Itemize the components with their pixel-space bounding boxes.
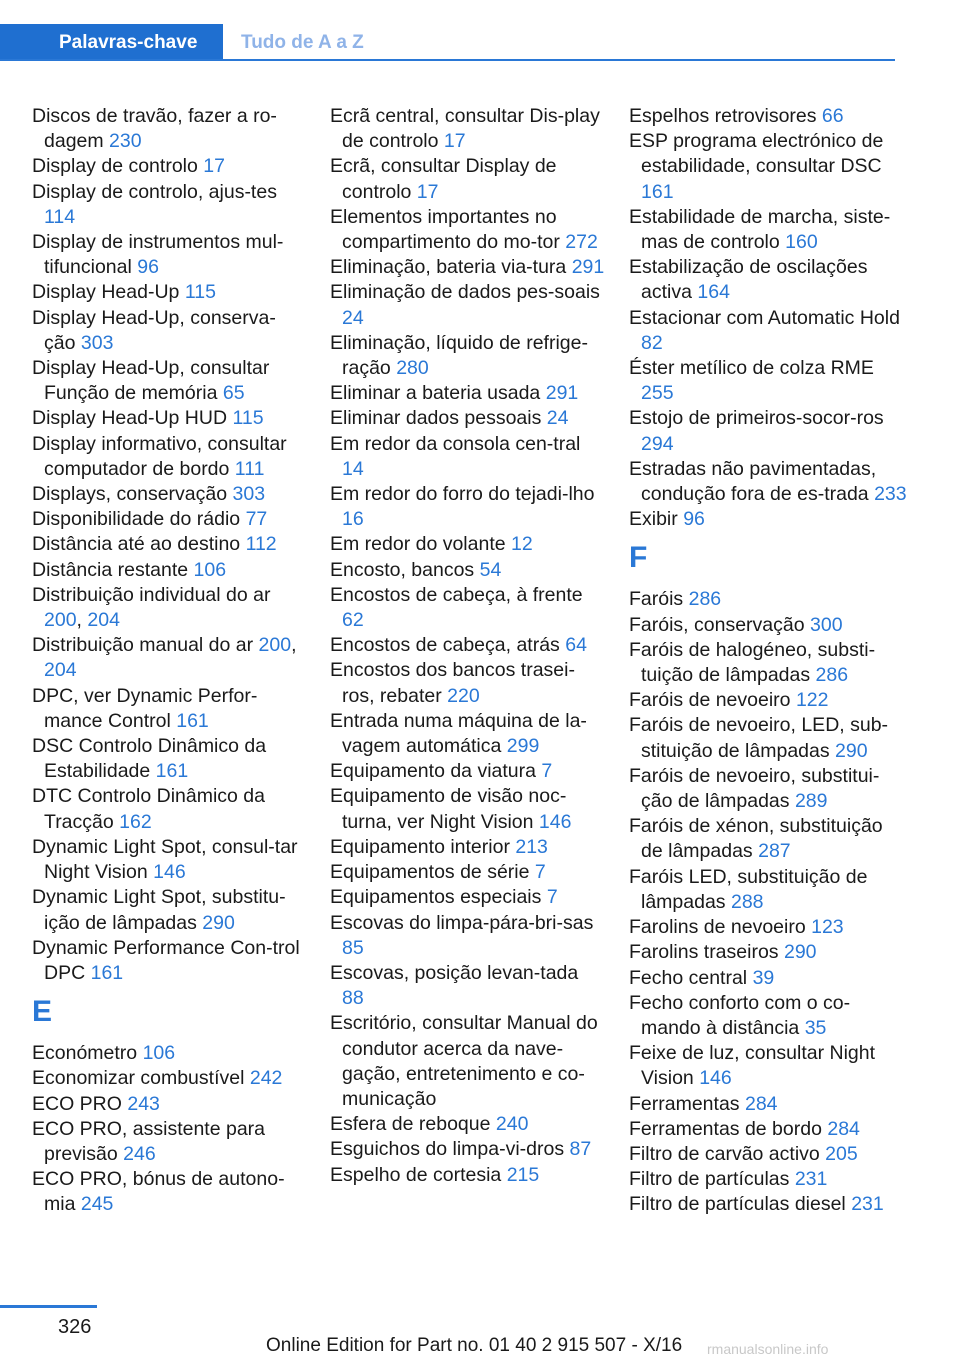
page-reference-link[interactable]: 161 [155, 760, 189, 783]
page-reference-link[interactable]: 213 [515, 835, 548, 858]
tab-palavras-chave[interactable]: Palavras-chave [0, 24, 223, 61]
page-reference-link[interactable]: 82 [641, 331, 663, 354]
index-entry-text: Faróis [629, 588, 684, 611]
index-entry [330, 1112, 605, 1137]
index-entry [330, 482, 605, 532]
page-reference-link[interactable]: 7 [541, 760, 553, 783]
index-entry [629, 865, 909, 915]
index-entry [330, 406, 605, 431]
page-reference-link[interactable]: 299 [506, 735, 540, 758]
page-reference-link[interactable]: 85 [342, 936, 364, 959]
index-entry [32, 154, 302, 179]
index-entry-text: Escovas do limpa-pára-bri-sas [330, 911, 594, 934]
footer-rule [0, 1305, 97, 1308]
index-entry [32, 1167, 302, 1217]
page-reference-link[interactable]: 77 [245, 508, 268, 531]
page-reference-link[interactable]: 88 [342, 987, 364, 1010]
page-reference-link[interactable]: 284 [744, 1092, 778, 1115]
index-entry-text: Ecrã, consultar Display de controlo [330, 155, 557, 203]
section-letter: E [32, 995, 53, 1029]
index-entry [629, 507, 909, 532]
index-entry [330, 255, 605, 280]
index-entry [330, 558, 605, 583]
page-reference-link[interactable]: 287 [758, 840, 791, 863]
index-entry-text: Distribuição individual do ar [32, 583, 271, 606]
page-reference-link[interactable]: 12 [511, 533, 533, 556]
index-entry-text: Filtro de partículas [629, 1168, 790, 1191]
index-entry: Distribuição individual do ar 200, 204 [32, 583, 271, 632]
page-reference-link[interactable]: 290 [202, 911, 235, 934]
index-entry [629, 1041, 909, 1091]
page-number: 326 [58, 1316, 92, 1338]
page-reference-link[interactable]: 146 [699, 1067, 732, 1090]
index-entry-text: ESP programa electrónico de estabilidade, consultar DSC [629, 130, 884, 178]
index-entry [629, 613, 909, 638]
index-entry [629, 356, 909, 406]
page-reference-link[interactable]: 233 [874, 483, 907, 506]
index-entry-text: Display informativo, consultar computador de bordo [32, 432, 287, 480]
index-entry [330, 658, 605, 708]
page-reference-link[interactable]: 246 [123, 1142, 156, 1165]
index-entry-text: Faróis de nevoeiro, substitui-ção de lâmpadas [629, 764, 880, 813]
page-reference-link[interactable]: 66 [821, 105, 844, 127]
index-entry-text: Filtro de carvão activo [629, 1142, 820, 1165]
index-entry [32, 507, 302, 532]
index-entry-text: Farolins de nevoeiro [629, 916, 806, 939]
index-column-3 [629, 104, 909, 1218]
page-reference-link[interactable]: 115 [184, 281, 216, 304]
index-entry [629, 406, 909, 456]
index-entry-text: Display Head-Up, conserva-ção [32, 306, 276, 354]
index-entry [32, 885, 302, 935]
index-entry [330, 835, 605, 860]
index-entry-text: Display Head-Up HUD [32, 407, 228, 430]
index-entry-text: Feixe de luz, consultar Night Vision [629, 1042, 876, 1090]
index-entry-text: Escritório, consultar Manual do condutor acerca da nave-gação, entretenimento e co-municação [330, 1012, 598, 1110]
page-reference-link[interactable]: 300 [810, 613, 843, 636]
index-entry-text: Dynamic Performance Con-trol DPC [32, 936, 300, 984]
index-entry [629, 104, 909, 129]
page-reference-link[interactable]: 87 [569, 1138, 592, 1161]
index-entry-text: Disponibilidade do rádio [32, 508, 241, 531]
page-reference-link[interactable]: 204 [44, 659, 77, 682]
index-entry [330, 154, 605, 204]
page-reference-link[interactable]: 96 [137, 256, 159, 279]
index-entry [330, 911, 605, 961]
index-entry-text: ECO PRO [32, 1092, 122, 1115]
index-entry [629, 764, 909, 814]
index-entry-text: Elementos importantes no compartimento do mo-tor [330, 205, 560, 254]
index-entry-text: Económetro [32, 1042, 138, 1065]
watermark: rmanualsonline.info [707, 1341, 829, 1357]
index-entry-text: Faróis de nevoeiro [629, 689, 791, 712]
index-entry [32, 230, 302, 280]
index-entry [330, 709, 605, 759]
index-entry [32, 306, 302, 356]
index-entry-text: Display de controlo [32, 155, 198, 178]
index-entry-text: Equipamento de visão noc-turna, ver Night Vision [330, 785, 567, 833]
page-reference-link[interactable]: 17 [203, 155, 225, 178]
page-reference-link[interactable]: 200 [44, 609, 77, 632]
index-entry-text: Encostos dos bancos trasei-ros, rebater [330, 659, 575, 707]
index-entry-text: Equipamentos de série [330, 861, 530, 884]
index-entry-text: ECO PRO, bónus de autono-mia [32, 1168, 285, 1216]
index-entry-text: Fecho central [629, 966, 748, 989]
index-entry-text: Eliminar dados pessoais [330, 407, 542, 430]
page-reference-link[interactable]: 272 [565, 231, 598, 254]
index-entry-text: Em redor da consola cen-tral [330, 432, 581, 455]
page-reference-link[interactable]: 164 [697, 281, 730, 304]
page-reference-link[interactable]: 290 [835, 739, 868, 762]
index-entry [32, 1041, 302, 1066]
index-entry [32, 432, 302, 482]
index-entry-text: Equipamento interior [330, 835, 510, 858]
page-reference-link[interactable]: 215 [506, 1163, 540, 1186]
index-entry-text: Display de instrumentos mul-tifuncional [32, 231, 284, 279]
index-entry-text: Em redor do volante [330, 533, 506, 556]
page-reference-link[interactable]: 16 [342, 508, 364, 531]
index-entry-text: Eliminação, bateria via-tura [330, 256, 567, 279]
index-entry-text: Estabilização de oscilações activa [629, 256, 868, 304]
index-entry [629, 129, 909, 205]
index-entry-text: Estradas não pavimentadas, condução fora de es-trada [629, 457, 877, 506]
index-column-2 [330, 104, 605, 1188]
index-entry-text: Ferramentas de bordo [629, 1117, 822, 1140]
index-entry-text: Faróis, conservação [629, 613, 805, 636]
index-entry [330, 633, 605, 658]
index-entry-text: Displays, conservação [32, 483, 228, 506]
index-entry-text: Éster metílico de colza RME [629, 357, 874, 380]
index-entry-text: Faróis LED, substituição de lâmpadas [629, 865, 868, 913]
index-entry-text: Display Head-Up, consultar Função de memória [32, 357, 270, 405]
index-entry-text: Distância até ao destino [32, 533, 241, 556]
edition-text: Online Edition for Part no. 01 40 2 915 507 - X/16 [266, 1335, 683, 1356]
index-entry-text: Equipamentos especiais [330, 886, 542, 909]
index-entry-text: DPC, ver Dynamic Perfor-mance Control [32, 684, 258, 732]
index-entry [32, 180, 302, 230]
index-entry-text: Estojo de primeiros-socor-ros [629, 407, 884, 430]
index-entry [629, 713, 909, 763]
index-entry [629, 1092, 909, 1117]
index-entry [32, 482, 302, 507]
index-entry-text: Equipamento da viatura [330, 760, 536, 783]
index-entry [629, 991, 909, 1041]
page-reference-link[interactable]: 230 [109, 130, 142, 153]
index-entry-text: Filtro de partículas diesel [629, 1193, 846, 1216]
page-reference-link[interactable]: 291 [571, 256, 605, 279]
index-entry-text: Escovas, posição levan-tada [330, 961, 579, 984]
index-entry-text: Espelho de cortesia [330, 1163, 502, 1186]
index-entry [330, 759, 605, 784]
index-entry [330, 583, 605, 633]
page-reference-link[interactable]: 146 [153, 861, 186, 884]
page-reference-link[interactable]: 17 [443, 130, 466, 153]
index-entry [32, 1066, 302, 1091]
index-entry [32, 936, 302, 986]
index-entry [330, 205, 605, 255]
index-entry-text: Estabilidade de marcha, siste-mas de controlo [629, 205, 891, 254]
index-entry [330, 961, 605, 1011]
page-reference-link[interactable]: 160 [785, 231, 818, 254]
index-entry [32, 406, 302, 431]
header-rule [0, 59, 895, 61]
page-reference-link[interactable]: 161 [176, 709, 209, 732]
page-reference-link[interactable]: 39 [752, 966, 775, 989]
page-reference-link[interactable]: 114 [44, 205, 76, 228]
index-entry [629, 587, 909, 612]
index-entry-text: Dynamic Light Spot, consul-tar Night Vision [32, 835, 298, 884]
index-entry [32, 835, 302, 885]
index-entry-text: Espelhos retrovisores [629, 105, 817, 127]
index-entry [330, 784, 605, 834]
page-reference-link[interactable]: 161 [90, 961, 124, 984]
index-entry [629, 1117, 909, 1142]
index-entry [32, 532, 302, 557]
index-entry [330, 1011, 605, 1112]
index-entry-text: Fecho conforto com o co-mando à distância [629, 991, 851, 1039]
page-reference-link[interactable]: 96 [683, 508, 705, 531]
index-column-1 [32, 104, 302, 1218]
page-reference-link[interactable]: 24 [342, 306, 364, 329]
page-reference-link[interactable]: 255 [641, 382, 674, 405]
index-entry [32, 104, 302, 154]
index-entry: Distribuição manual do ar 200, 204 [32, 634, 297, 682]
page-reference-link[interactable]: 205 [825, 1142, 858, 1165]
page-reference-link[interactable]: 17 [416, 180, 439, 203]
index-entry [629, 915, 909, 940]
index-entry-text: Faróis de xénon, substituição de lâmpadas [629, 815, 883, 863]
page-reference-link[interactable]: 64 [565, 634, 587, 657]
index-entry-text: Faróis de nevoeiro, LED, sub-stituição de lâmpadas [629, 714, 889, 762]
page-reference-link[interactable]: 286 [815, 664, 849, 687]
index-entry-text: Discos de travão, fazer a ro-dagem [32, 105, 277, 153]
index-entry [330, 432, 605, 482]
page-reference-link[interactable]: 14 [342, 457, 364, 480]
page-reference-link[interactable]: 112 [245, 533, 277, 556]
index-entry [32, 356, 302, 406]
index-entry [629, 457, 909, 507]
index-entry-text: Esfera de reboque [330, 1113, 491, 1136]
page-reference-link[interactable]: 65 [222, 382, 245, 405]
page-reference-link[interactable]: 291 [545, 382, 579, 405]
page-reference-link[interactable]: 106 [193, 558, 227, 581]
index-entry-text: Economizar combustível [32, 1067, 245, 1090]
index-entry [330, 860, 605, 885]
page-reference-link[interactable]: 204 [87, 609, 120, 632]
page-reference-link[interactable]: 7 [546, 886, 558, 909]
page-reference-link[interactable]: 115 [232, 407, 264, 430]
index-entry-text: Dynamic Light Spot, substitu-ição de lâmpadas [32, 886, 286, 934]
page-reference-link[interactable]: 111 [234, 457, 265, 480]
index-entry-text: Ferramentas [629, 1092, 740, 1115]
index-entry [629, 205, 909, 255]
index-entry [629, 1192, 909, 1217]
index-entry [32, 1117, 302, 1167]
index-entry-text: Em redor do forro do tejadi-lho [330, 483, 595, 506]
index-entry [330, 381, 605, 406]
index-entry [330, 104, 605, 154]
index-entry [629, 688, 909, 713]
index-entry [629, 940, 909, 965]
page-reference-link[interactable]: 24 [546, 407, 569, 430]
index-entry [32, 784, 302, 834]
page-reference-link[interactable]: 162 [119, 810, 152, 833]
page-reference-link[interactable]: 303 [232, 483, 266, 506]
index-entry [32, 1092, 302, 1117]
index-entry-text: Estacionar com Automatic Hold [629, 306, 900, 329]
page-reference-link[interactable]: 122 [795, 689, 829, 712]
page-reference-link[interactable]: 243 [127, 1092, 160, 1115]
index-entry-text: ECO PRO, assistente para previsão [32, 1117, 266, 1165]
index-entry [629, 1142, 909, 1167]
page-reference-link[interactable]: 289 [794, 790, 828, 813]
page-reference-link[interactable]: 242 [249, 1067, 283, 1090]
page-reference-link[interactable]: 146 [538, 810, 572, 833]
index-entry [629, 255, 909, 305]
page-reference-link[interactable]: 54 [479, 558, 502, 581]
index-entry [32, 684, 302, 734]
page-reference-link[interactable]: 231 [794, 1168, 828, 1191]
index-entry [330, 885, 605, 910]
index-entry-text: Distância restante [32, 558, 189, 581]
index-entry-text: Eliminação, líquido de refrige-ração [330, 331, 588, 380]
index-entry [629, 814, 909, 864]
page-reference-link[interactable]: 200 [258, 634, 292, 657]
index-entry-text: Encosto, bancos [330, 558, 475, 581]
page-reference-link[interactable]: 62 [342, 609, 364, 632]
index-entry-text: DSC Controlo Dinâmico da Estabilidade [32, 735, 267, 783]
index-entry-text: Encostos de cabeça, atrás [330, 634, 560, 657]
index-entry [330, 280, 605, 330]
index-entry-text: Encostos de cabeça, à frente [330, 583, 583, 606]
page-reference-link[interactable]: 288 [730, 890, 764, 913]
index-entry [629, 638, 909, 688]
index-entry-text: Eliminar a bateria usada [330, 382, 541, 405]
page-reference-link[interactable]: 303 [80, 331, 114, 354]
page-reference-link[interactable]: 7 [534, 861, 546, 884]
page-reference-link[interactable]: 240 [495, 1113, 529, 1136]
index-entry-text: Farolins traseiros [629, 941, 779, 964]
index-entry [629, 306, 909, 356]
index-entry-text: Display de controlo, ajus-tes [32, 180, 277, 203]
index-entry-text: Exibir [629, 508, 678, 531]
index-entry [32, 734, 302, 784]
page-reference-link[interactable]: 220 [447, 684, 480, 707]
tab-tudo-de-a-a-z[interactable]: Tudo de A a Z [241, 32, 364, 53]
page-reference-link[interactable]: 231 [851, 1193, 884, 1216]
index-entry-text: Esguichos do limpa-vi-dros [330, 1138, 565, 1161]
index-entry-text: Distribuição manual do ar [32, 634, 254, 657]
page-reference-link[interactable]: 123 [811, 916, 844, 939]
page-reference-link[interactable]: 294 [641, 432, 674, 455]
index-entry [330, 1137, 605, 1162]
section-letter: F [629, 541, 648, 575]
page-reference-link[interactable]: 106 [142, 1042, 176, 1065]
index-entry-text: Display Head-Up [32, 281, 180, 304]
index-entry-text: Eliminação de dados pes-soais [330, 281, 600, 304]
index-entry-text: DTC Controlo Dinâmico da Tracção [32, 785, 266, 833]
index-entry-text: Entrada numa máquina de la-vagem automática [330, 709, 587, 758]
page-reference-link[interactable]: 161 [641, 180, 674, 203]
page-reference-link[interactable]: 280 [396, 357, 429, 380]
page-reference-link[interactable]: 35 [804, 1016, 827, 1039]
index-entry [629, 1167, 909, 1192]
index-entry-text: Ecrã central, consultar Dis-play de controlo [330, 105, 600, 153]
page-reference-link[interactable]: 290 [783, 941, 817, 964]
page-reference-link[interactable]: 284 [827, 1117, 860, 1140]
index-entry [629, 966, 909, 991]
index-entry [330, 1163, 605, 1188]
index-entry [330, 331, 605, 381]
page-reference-link[interactable]: 286 [688, 588, 722, 611]
index-entry [330, 532, 605, 557]
index-entry [32, 558, 302, 583]
page-reference-link[interactable]: 245 [80, 1193, 114, 1216]
index-entry [32, 280, 302, 305]
index-entry-text: Faróis de halogéneo, substi-tuição de lâmpadas [629, 638, 876, 687]
